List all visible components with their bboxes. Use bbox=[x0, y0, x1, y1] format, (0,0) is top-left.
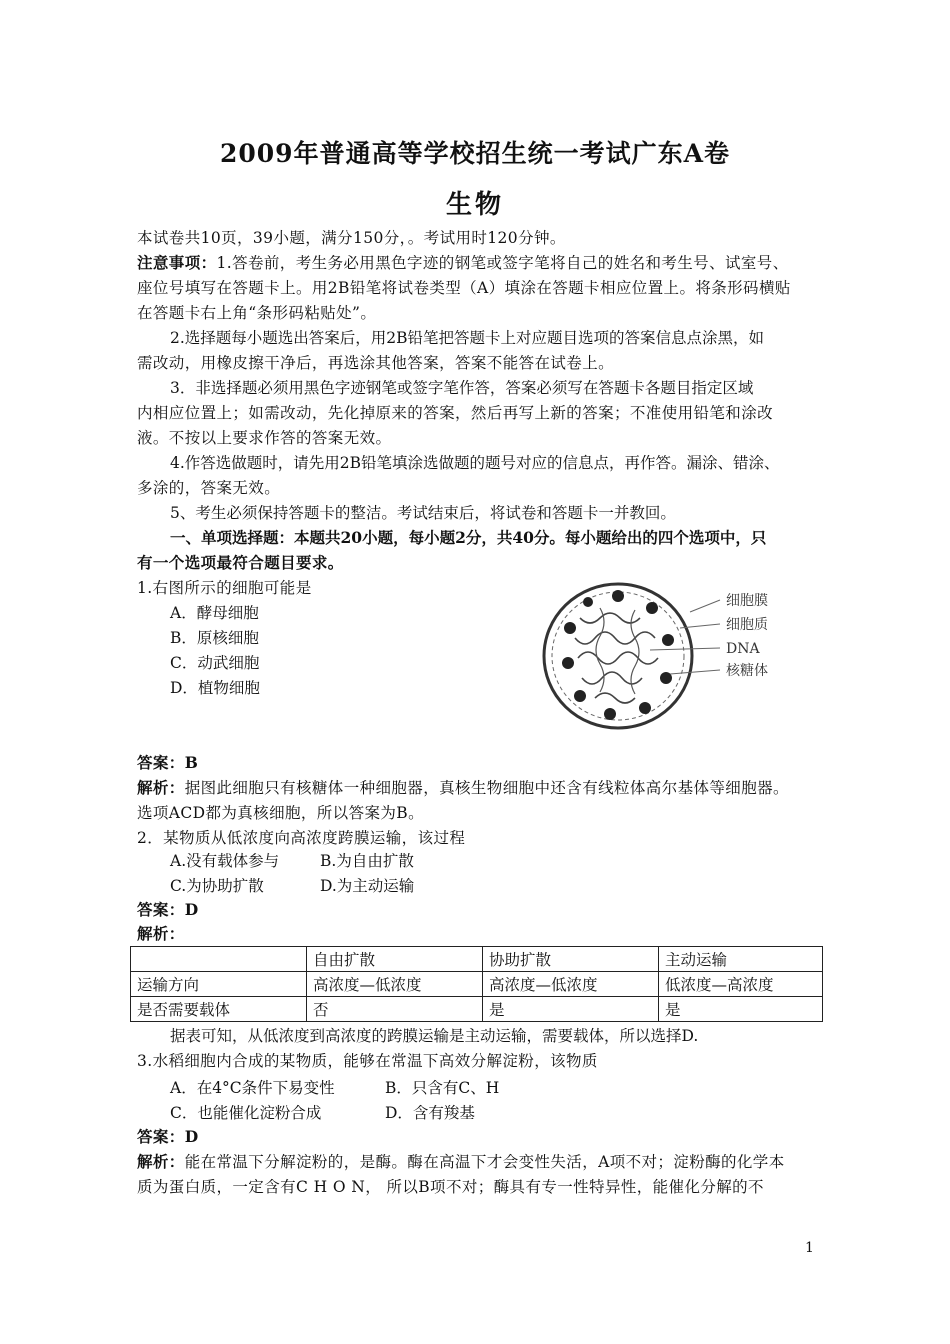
ribosome bbox=[562, 657, 574, 669]
question-2-answer bbox=[137, 900, 817, 920]
ribosome bbox=[604, 708, 616, 720]
page-number: 1 bbox=[805, 1240, 814, 1256]
transport-comparison-table bbox=[130, 946, 823, 1022]
table-header-cell: 自由扩散 bbox=[307, 947, 483, 972]
figure-label-membrane: 细胞膜 bbox=[726, 593, 768, 609]
ribosome bbox=[583, 597, 593, 607]
notice-item-1-text: 1.答卷前，考生务必用黑色字迹的钢笔或签字笔将自己的姓名和考生号、试室号、 bbox=[216, 254, 789, 272]
notice-item-3-line-3: 液。不按以上要求作答的答案无效。 bbox=[137, 429, 392, 447]
cell-diagram-figure bbox=[540, 578, 810, 738]
answer-value: D bbox=[184, 1127, 199, 1146]
ribosome bbox=[574, 690, 586, 702]
figure-label-ribosome: 核糖体 bbox=[726, 663, 768, 679]
table-cell: 低浓度—高浓度 bbox=[659, 972, 823, 997]
ribosome bbox=[662, 634, 674, 646]
question-2-option-c: C.为协助扩散 bbox=[170, 877, 264, 895]
table-cell: 是 bbox=[659, 997, 823, 1022]
table-cell: 是否需要载体 bbox=[131, 997, 307, 1022]
question-3-option-c: C．也能催化淀粉合成 bbox=[170, 1104, 322, 1122]
leader-line bbox=[690, 600, 720, 612]
question-1-stem: 1.右图所示的细胞可能是 bbox=[137, 579, 312, 597]
question-3-option-b: B．只含有C、H bbox=[385, 1079, 500, 1097]
notice-label: 注意事项： bbox=[137, 253, 217, 272]
answer-label: 答案： bbox=[137, 1127, 185, 1146]
answer-label: 答案： bbox=[137, 900, 185, 919]
question-1-option-b: B．原核细胞 bbox=[170, 629, 259, 647]
leader-line bbox=[670, 670, 720, 674]
section-1-heading-line-2: 有一个选项最符合题目要求。 bbox=[137, 553, 344, 572]
cell-membrane-outline bbox=[544, 584, 692, 728]
notice-item-1-line-1 bbox=[137, 253, 817, 273]
question-3-answer bbox=[137, 1127, 817, 1147]
answer-value: D bbox=[184, 900, 199, 919]
notice-item-4-line-2: 多涂的，答案无效。 bbox=[137, 479, 281, 497]
question-1-option-a: A．酵母细胞 bbox=[170, 604, 259, 622]
analysis-text: 能在常温下分解淀粉的，是酶。酶在高温下才会变性失活，A项不对；淀粉酶的化学本 bbox=[184, 1153, 785, 1171]
question-3-stem: 3.水稻细胞内合成的某物质，能够在常温下高效分解淀粉，该物质 bbox=[137, 1052, 598, 1070]
notice-item-3-line-1: 3．非选择题必须用黑色字迹钢笔或签字笔作答，答案必须写在答题卡各题目指定区域 bbox=[170, 379, 754, 397]
exam-intro: 本试卷共10页，39小题，满分150分，。考试用时120分钟。 bbox=[137, 229, 566, 247]
ribosome bbox=[612, 590, 624, 602]
question-2-analysis-label: 解析： bbox=[137, 924, 185, 943]
notice-item-1-line-2: 座位号填写在答题卡上。用2B铅笔将试卷类型（A）填涂在答题卡相应位置上。将条形码横贴 bbox=[137, 279, 791, 297]
dna-strand bbox=[596, 608, 639, 694]
table-header-cell: 协助扩散 bbox=[483, 947, 659, 972]
notice-item-2-line-1: 2.选择题每小题选出答案后，用2B铅笔把答题卡上对应题目选项的答案信息点涂黑，如 bbox=[170, 329, 765, 347]
figure-label-dna: DNA bbox=[726, 641, 760, 657]
table-row bbox=[131, 997, 823, 1022]
question-1-analysis-line-1 bbox=[137, 778, 817, 798]
analysis-label: 解析： bbox=[137, 1152, 185, 1171]
table-cell: 运输方向 bbox=[131, 972, 307, 997]
question-1-analysis-line-2: 选项ACD都为真核细胞，所以答案为B。 bbox=[137, 804, 424, 822]
question-2-option-a: A.没有载体参与 bbox=[170, 852, 280, 870]
question-2-option-d: D.为主动运输 bbox=[320, 877, 415, 895]
notice-item-3-line-2: 内相应位置上；如需改动，先化掉原来的答案，然后再写上新的答案；不准使用铅笔和涂改 bbox=[137, 404, 774, 422]
table-header-cell: 主动运输 bbox=[659, 947, 823, 972]
table-cell: 是 bbox=[483, 997, 659, 1022]
notice-item-5: 5、考生必须保持答题卡的整洁。考试结束后，将试卷和答题卡一并教回。 bbox=[170, 504, 676, 522]
table-header-row bbox=[131, 947, 823, 972]
notice-item-1-line-3: 在答题卡右上角“条形码粘贴处”。 bbox=[137, 304, 377, 322]
answer-value: B bbox=[184, 753, 199, 772]
question-3-option-d: D．含有羧基 bbox=[385, 1104, 475, 1122]
ribosome bbox=[639, 702, 651, 714]
table-cell: 否 bbox=[307, 997, 483, 1022]
table-header-cell bbox=[131, 947, 307, 972]
ribosome bbox=[646, 602, 658, 614]
figure-label-cytoplasm: 细胞质 bbox=[726, 617, 768, 633]
question-1-answer bbox=[137, 753, 817, 773]
question-2-conclusion: 据表可知，从低浓度到高浓度的跨膜运输是主动运输，需要载体，所以选择D. bbox=[170, 1027, 699, 1045]
exam-title: 2009年普通高等学校招生统一考试广东A卷 bbox=[220, 139, 730, 168]
ribosome bbox=[564, 622, 576, 634]
question-3-option-a: A．在4°C条件下易变性 bbox=[170, 1079, 335, 1097]
answer-label: 答案： bbox=[137, 753, 185, 772]
question-2-option-b: B.为自由扩散 bbox=[320, 852, 414, 870]
exam-subject: 生物 bbox=[445, 190, 504, 220]
question-1-option-c: C．动武细胞 bbox=[170, 654, 260, 672]
notice-item-2-line-2: 需改动，用橡皮擦干净后，再选涂其他答案，答案不能答在试卷上。 bbox=[137, 354, 615, 372]
question-1-option-d: D．植物细胞 bbox=[170, 679, 260, 697]
table-row bbox=[131, 972, 823, 997]
analysis-label: 解析： bbox=[137, 778, 185, 797]
question-3-analysis-line-1 bbox=[137, 1152, 817, 1172]
question-2-stem: 2．某物质从低浓度向高浓度跨膜运输，该过程 bbox=[137, 829, 466, 847]
table-cell: 高浓度—低浓度 bbox=[483, 972, 659, 997]
question-3-analysis-line-2: 质为蛋白质，一定含有C H O N， 所以B项不对；酶具有专一性特异性，能催化分解的不 bbox=[137, 1178, 764, 1196]
analysis-text: 据图此细胞只有核糖体一种细胞器，真核生物细胞中还含有线粒体高尔基体等细胞器。 bbox=[184, 779, 789, 797]
table-cell: 高浓度—低浓度 bbox=[307, 972, 483, 997]
leader-line bbox=[650, 648, 720, 650]
notice-item-4-line-1: 4.作答选做题时，请先用2B铅笔填涂选做题的题号对应的信息点，再作答。漏涂、错涂、 bbox=[170, 454, 780, 472]
dna-strand bbox=[575, 613, 658, 703]
section-1-heading-line-1: 一、单项选择题：本题共20小题，每小题2分，共40分。每小题给出的四个选项中，只 bbox=[170, 528, 767, 547]
